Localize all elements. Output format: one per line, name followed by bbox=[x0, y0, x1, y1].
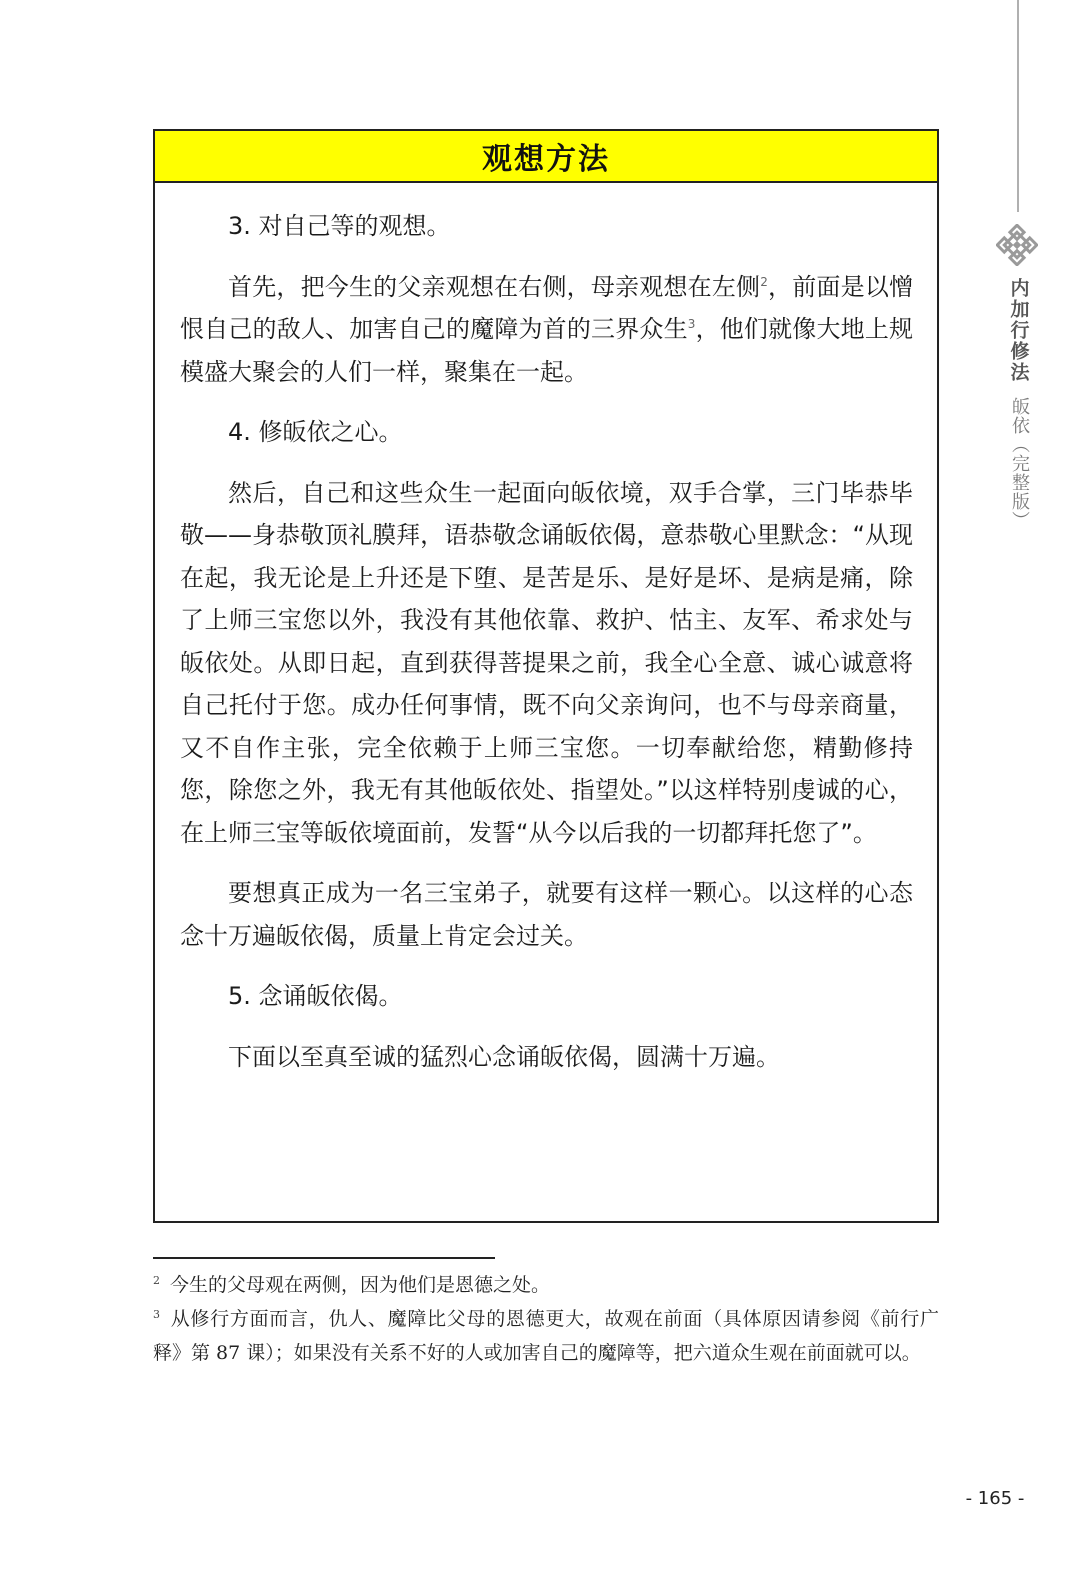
side-title: 内加行修法 bbox=[1007, 278, 1030, 383]
paragraph-text: ，他们就像大地上规模盛大聚会的人们一样，聚集在一起。 bbox=[180, 315, 913, 386]
footnote-rule bbox=[153, 1257, 495, 1259]
paragraph-text: 首先，把今生的父亲观想在右侧，母亲观想在左侧 bbox=[228, 272, 761, 301]
footnotes bbox=[153, 1268, 939, 1370]
step-5-heading: 5. 念诵皈依偈。 bbox=[228, 982, 403, 1010]
footnote-3 bbox=[153, 1302, 939, 1370]
paragraph-visualize-self bbox=[180, 266, 913, 394]
method-box-header bbox=[155, 131, 937, 183]
method-box-body bbox=[155, 183, 937, 1078]
side-running-head bbox=[1006, 278, 1032, 530]
footnote-ref-3[interactable]: 3 bbox=[687, 317, 696, 331]
method-box bbox=[153, 129, 939, 1223]
footnote-2 bbox=[153, 1268, 939, 1302]
footnote-ref-2[interactable]: 2 bbox=[760, 274, 768, 289]
paragraph-disciple: 要想真正成为一名三宝弟子，就要有这样一颗心。以这样的心态念十万遍皈依偈，质量上肯定会过关。 bbox=[180, 879, 913, 950]
side-divider-line bbox=[1017, 0, 1019, 212]
step-4-heading: 4. 修皈依之心。 bbox=[228, 418, 403, 446]
step-3-heading: 3. 对自己等的观想。 bbox=[228, 212, 451, 240]
endless-knot-icon bbox=[996, 224, 1038, 266]
paragraph-refuge-mind: 然后，自己和这些众生一起面向皈依境，双手合掌，三门毕恭毕敬——身恭敬顶礼膜拜，语恭敬念诵皈依偈，意恭敬心里默念：“从现在起，我无论是上升还是下堕、是苦是乐、是好是坏、是病是痛，除了上师三宝您以外，我没有其他依靠、救护、怙主、友军、希求处与皈依处。从即日起，直到获得菩提果之前，我全心全意、诚心诚意将自己托付于您。成办任何事情，既不向父亲询问，也不与母亲商量，又不自作主张，完全依赖于上师三宝您。一切奉献给您，精勤修持您，除您之外，我无有其他皈依处、指望处。”以这样特别虔诚的心，在上师三宝等皈依境面前，发誓“从今以后我的一切都拜托您了”。 bbox=[180, 478, 913, 847]
paragraph-text: ，前面是以憎恨自己的敌人、加害自己的魔障为首的三界众生 bbox=[180, 272, 914, 343]
method-box-title: 观想方法 bbox=[482, 142, 610, 177]
paragraph-recite: 下面以至真至诚的猛烈心念诵皈依偈，圆满十万遍。 bbox=[228, 1042, 780, 1071]
side-subtitle: 皈依（完整版） bbox=[1009, 397, 1030, 530]
footnote-text: 从修行方面而言，仇人、魔障比父母的恩德更大，故观在前面（具体原因请参阅《前行广释》第 87 课）；如果没有关系不好的人或加害自己的魔障等，把六道众生观在前面就可以。 bbox=[153, 1308, 939, 1364]
footnote-number: 2 bbox=[153, 1273, 160, 1287]
footnote-number: 3 bbox=[153, 1307, 160, 1321]
footnote-text: 今生的父母观在两侧，因为他们是恩德之处。 bbox=[170, 1274, 551, 1296]
page-number: - 165 - bbox=[965, 1488, 1025, 1509]
